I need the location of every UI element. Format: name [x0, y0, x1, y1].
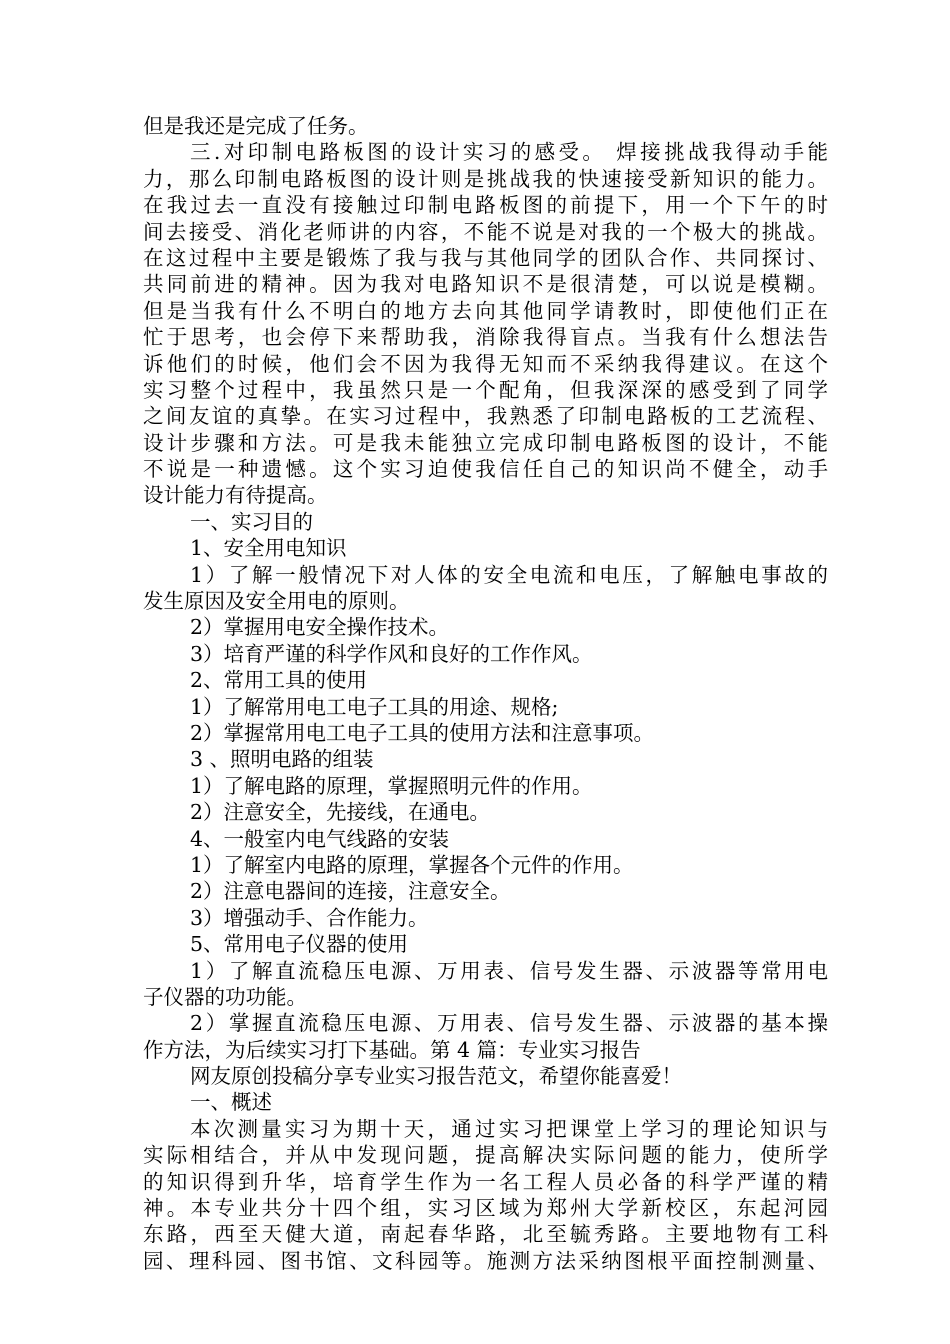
text-line: 不说是一种遗憾。这个实习迫使我信任自己的知识尚不健全，动手 [143, 457, 828, 482]
text-line: 子仪器的功功能。 [143, 984, 307, 1009]
text-line: 1）了解直流稳压电源、万用表、信号发生器、示波器等常用电 [190, 958, 828, 983]
text-line: 发生原因及安全用电的原则。 [143, 589, 410, 614]
text-line: 2）注意电器间的连接，注意安全。 [190, 879, 511, 904]
text-line: 三.对印制电路板图的设计实习的感受。 焊接挑战我得动手能 [190, 140, 828, 165]
text-line: 神。本专业共分十四个组，实习区域为郑州大学新校区，东起河园 [143, 1196, 828, 1221]
text-line: 1）了解室内电路的原理，掌握各个元件的作用。 [190, 852, 634, 877]
text-line: 园、理科园、图书馆、文科园等。施测方法采纳图根平面控制测量、 [143, 1248, 828, 1273]
text-line: 设计能力有待提高。 [143, 483, 328, 508]
text-line: 实习整个过程中，我虽然只是一个配角，但我深深的感受到了同学 [143, 377, 828, 402]
text-line: 但是当我有什么不明白的地方去向其他同学请教时，即使他们正在 [143, 298, 828, 323]
text-line: 东路，西至天健大道，南起春华路，北至毓秀路。主要地物有工科 [143, 1222, 828, 1247]
text-line: 2）掌握直流稳压电源、万用表、信号发生器、示波器的基本操 [190, 1011, 828, 1036]
text-line: 网友原创投稿分享专业实习报告范文，希望你能喜爱！ [190, 1064, 682, 1089]
text-line: 实际相结合，并从中发现问题，提高解决实际问题的能力，使所学 [143, 1143, 828, 1168]
text-line: 作方法，为后续实习打下基础。第 4 篇：专业实习报告 [143, 1037, 641, 1062]
text-line: 2、常用工具的使用 [190, 668, 368, 693]
text-line: 共同前进的精神。因为我对电路知识不是很清楚，可以说是模糊。 [143, 272, 828, 297]
text-line: 4、一般室内电气线路的安装 [190, 826, 450, 851]
text-line: 在这过程中主要是锻炼了我与我与其他同学的团队合作、共同探讨、 [143, 245, 828, 270]
text-line: 一、实习目的 [190, 509, 313, 534]
text-line: 2）注意安全，先接线，在通电。 [190, 800, 491, 825]
text-line: 设计步骤和方法。可是我未能独立完成印制电路板图的设计，不能 [143, 430, 828, 455]
text-line: 在我过去一直没有接触过印制电路板图的前提下，用一个下午的时 [143, 193, 828, 218]
text-line: 1）了解电路的原理，掌握照明元件的作用。 [190, 773, 593, 798]
text-line: 3）培育严谨的科学作风和良好的工作作风。 [190, 641, 593, 666]
text-line: 诉他们的时候，他们会不因为我得无知而不采纳我得建议。在这个 [143, 351, 828, 376]
text-line: 3）增强动手、合作能力。 [190, 905, 429, 930]
text-line: 5、常用电子仪器的使用 [190, 932, 409, 957]
text-line: 之间友谊的真挚。在实习过程中，我熟悉了印制电路板的工艺流程、 [143, 404, 828, 429]
text-line: 2）掌握用电安全操作技术。 [190, 615, 450, 640]
text-line: 的知识得到升华，培育学生作为一名工程人员必备的科学严谨的精 [143, 1169, 828, 1194]
text-line: 1、安全用电知识 [190, 536, 347, 561]
text-line: 1）了解一般情况下对人体的安全电流和电压，了解触电事故的 [190, 562, 828, 587]
text-line: 但是我还是完成了任务。 [143, 114, 369, 138]
text-line: 一、概述 [190, 1090, 272, 1115]
text-line: 力，那么印制电路板图的设计则是挑战我的快速接受新知识的能力。 [143, 166, 828, 191]
document-body [143, 113, 828, 1274]
text-line: 2）掌握常用电工电子工具的使用方法和注意事项。 [190, 720, 655, 745]
text-line: 间去接受、消化老师讲的内容，不能不说是对我的一个极大的挑战。 [143, 219, 828, 244]
text-line: 忙于思考，也会停下来帮助我，消除我得盲点。当我有什么想法告 [143, 325, 828, 350]
text-line: 1）了解常用电工电子工具的用途、规格; [190, 694, 559, 719]
text-line: 本次测量实习为期十天，通过实习把课堂上学习的理论知识与 [190, 1116, 828, 1141]
text-line: 3 、照明电路的组装 [190, 747, 374, 772]
